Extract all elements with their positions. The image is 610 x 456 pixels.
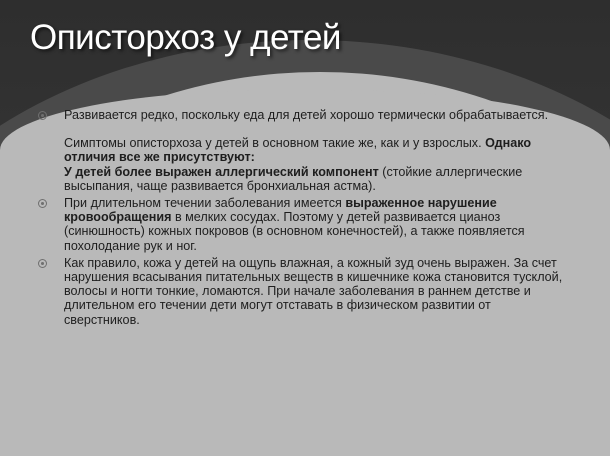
bullet-3-paragraph: Как правило, кожа у детей на ощупь влажная, а кожный зуд очень выражен. За счет нарушения всасывания питательных веществ в кишечнике кожа становится тусклой, волосы и ногти тонкие, ломаются. При начале заболевания в раннем детстве и длительном его течении дети могут отставать в физическом развитии от сверстников. [64, 255, 563, 327]
bullet-2-paragraph [64, 196, 568, 253]
bullet-1-paragraph-2 [64, 136, 568, 193]
circulation-bold: выраженное нарушение кровообращения [64, 196, 497, 225]
circulation-details-text: в мелких сосудах. Поэтому у детей развивается цианоз (синюшность) кожных покровов (в основном конечностей), а также появляется похолодание рук и ног. [64, 210, 525, 253]
circulation-intro-text: При длительном течении заболевания имеется [64, 196, 346, 211]
bullet-icon [38, 111, 47, 120]
bullet-item-2 [36, 196, 568, 253]
symptoms-text: Симптомы описторхоза у детей в основном такие же, как и у взрослых. [64, 136, 486, 151]
slide-title: Описторхоз у детей [30, 18, 341, 57]
bullet-item-1 [36, 108, 568, 193]
bullet-icon [38, 199, 47, 208]
differences-bold: Однако отличия все же присутствуют: [64, 136, 532, 165]
bullet-icon [38, 259, 47, 268]
bullet-item-3 [36, 256, 568, 327]
allergic-component-bold: У детей более выражен аллергический компонент [64, 164, 379, 179]
bullet-list [36, 108, 568, 330]
allergic-details-text: (стойкие аллергические высыпания, чаще развивается бронхиальная астма). [64, 164, 523, 193]
bullet-1-paragraph-1: Развивается редко, поскольку еда для детей хорошо термически обрабатывается. [64, 108, 549, 122]
